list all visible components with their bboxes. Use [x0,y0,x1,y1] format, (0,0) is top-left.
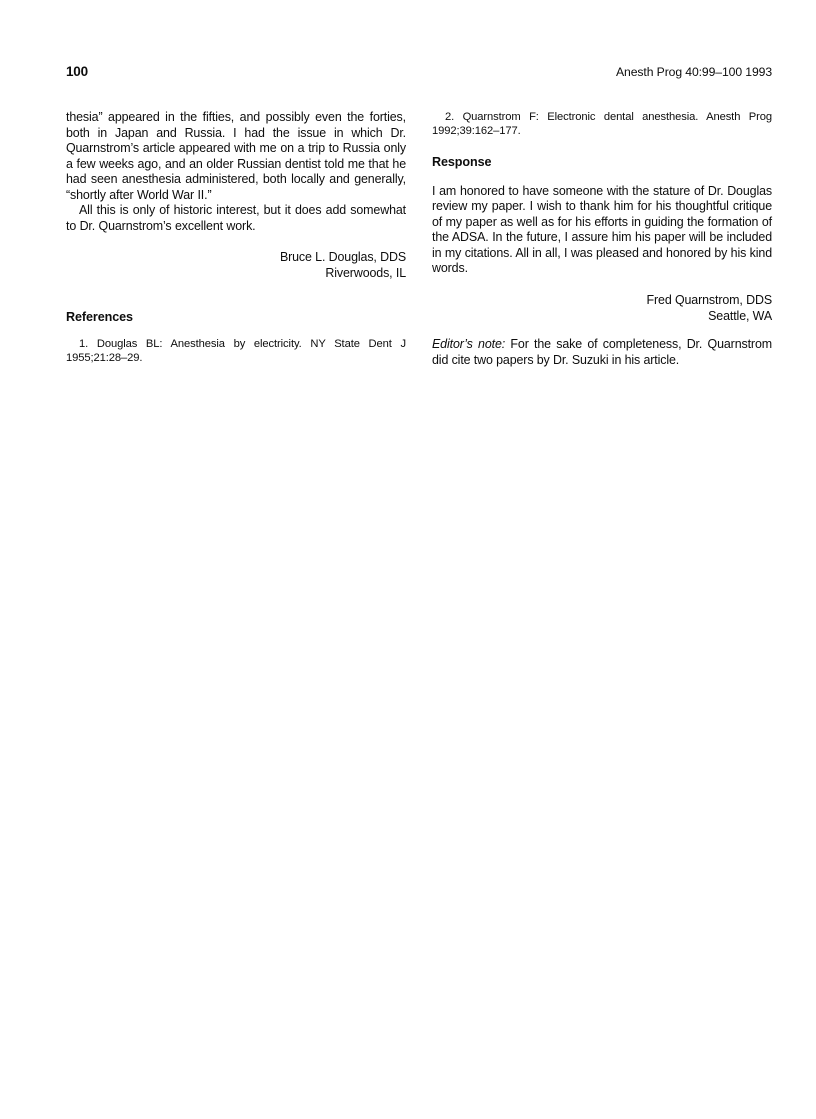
letter-paragraph-2: All this is only of historic interest, but it does add somewhat to Dr. Quarnstrom’s excellent work. [66,203,406,233]
editor-note [432,337,772,368]
left-column [66,110,406,365]
response-heading: Response [432,155,492,170]
reference-item-2: 2. Quarnstrom F: Electronic dental anesthesia. Anesth Prog 1992;39:162–177. [432,111,772,138]
reference-item-1: 1. Douglas BL: Anesthesia by electricity. NY State Dent J 1955;21:28–29. [66,337,406,365]
references-heading: References [66,310,133,325]
running-head [66,64,772,82]
page-number: 100 [66,64,88,79]
right-column [432,110,772,368]
spacer-before-references [66,281,406,310]
letter-paragraph-1: thesia” appeared in the fifties, and possibly even the forties, both in Japan and Russia. I had the issue in which Dr. Quarnstrom’s article appeared with me on a trip to Russia only a few weeks ago, and an older Russian dentist told me that he had seen anesthesia administered, both locally and generally, “shortly after World War II.” [66,110,406,202]
response-paragraph: I am honored to have someone with the stature of Dr. Douglas review my paper. I wish to thank him for his thoughtful critique of my paper as well as for his efforts in guiding the formation of the ADSA. In the future, I assure him his paper will be included in my citations. All in all, I was pleased and honored by his kind words. [432,183,772,276]
spacer-before-response [432,138,772,155]
editor-note-text: For the sake of completeness, Dr. Quarnstrom did cite two papers by Dr. Suzuki in his article. [432,337,772,367]
spacer-after-response-heading [432,171,772,184]
response-signature-name: Fred Quarnstrom, DDS [646,292,772,307]
letter-signature-location: Riverwoods, IL [325,265,406,280]
response-signature-location: Seattle, WA [708,308,772,323]
spacer-before-signature [66,234,406,250]
spacer-after-references-heading [66,326,406,337]
letter-signature-name: Bruce L. Douglas, DDS [279,250,406,265]
spacer-before-response-signature [432,277,772,293]
journal-citation: Anesth Prog 40:99–100 1993 [616,65,772,79]
spacer-before-editor-note [432,324,772,337]
editor-note-label: Editor’s note: [432,337,506,352]
